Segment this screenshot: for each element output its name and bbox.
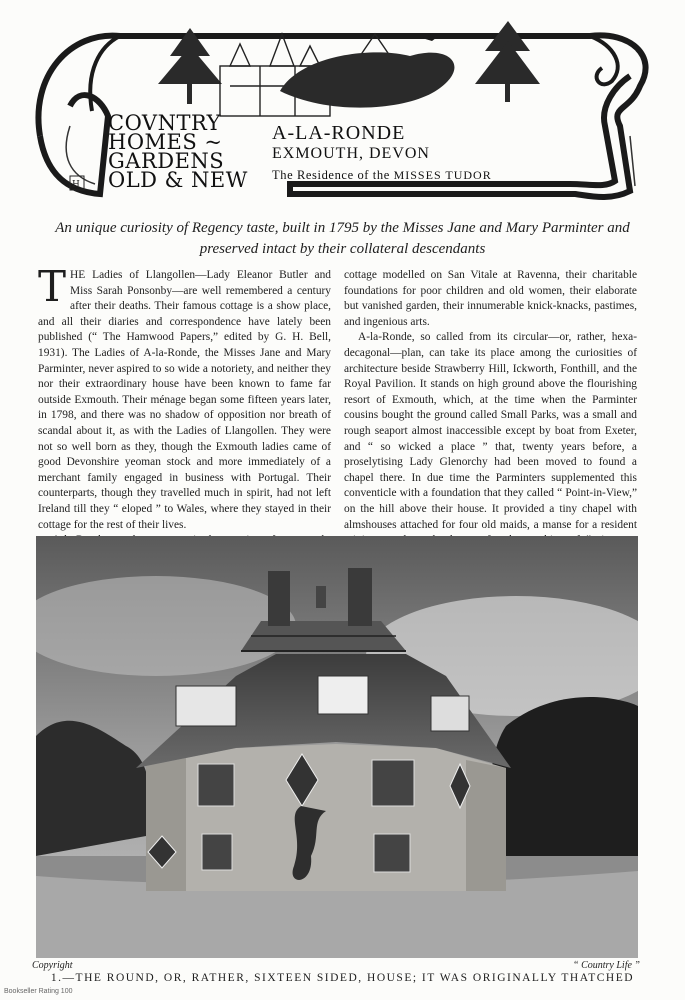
series-line: OLD & NEW	[108, 168, 248, 192]
paragraph: cottage modelled on San Vitale at Ravenna, their charitable foundations for poor children and old women, their elaborate but vanished garden, their innumerable knick-knacks, pastimes, and ingenious arts.	[344, 269, 637, 328]
seller-watermark: Bookseller Rating 100	[4, 988, 73, 995]
photo-caption: 1.—THE ROUND, OR, RATHER, SIXTEEN SIDED, HOUSE; IT WAS ORIGINALLY THATCHED	[50, 972, 635, 984]
article-residence	[272, 168, 492, 183]
series-line: GARDENS	[108, 149, 225, 173]
residence-name: MISSES TUDOR	[393, 168, 492, 182]
article-title: A-LA-RONDE	[272, 122, 406, 144]
series-line: HOMES ~	[108, 130, 223, 154]
drop-cap: T	[38, 262, 67, 311]
article-location: EXMOUTH, DEVON	[272, 145, 430, 162]
svg-text:H: H	[72, 180, 80, 190]
photo-credit-copyright: Copyright	[32, 960, 73, 971]
paragraph-text: HE Ladies of Llangollen—Lady Eleanor Butler and Miss Sarah Ponsonby—are well remembered a century after their deaths. Their famous cottage is a show place, and all their diaries and correspondence have lately been published (“ The Hamwood Papers,” edited by G. H. Bell, 1931). The Ladies of A-la-Ronde, the Misses Jane and Mary Parminter, never aspired to so wide a notoriety, and neither they nor their extraordinary house have been known to fame far outside Exmouth. Their ménage began some fifteen years later, in 1798, and there was no shadow of opposition nor breath of scandal about it, as with the Ladies of Llangollen. They were not so well born as they, though the Exmouth ladies came of good Devonshire yeoman stock and more immediately of a merchant family engaged in business with Portugal. Their counterparts, though they travelled much in spirit, had not left Ireland till they “ eloped ” to Wales, where they stayed in their cottage for the rest of their lives.	[38, 269, 331, 531]
photo-credit-publication: “ Country Life ”	[573, 960, 640, 971]
photo-artwork	[36, 536, 638, 958]
paragraph: A-la-Ronde, so called from its circular—or, rather, hexa-decagonal—plan, can take its place among the curiosities of architecture beside Strawberry Hill, Ickworth, Fonthill, and the Royal Pavilion. It stands on high ground above the flourishing resort of Exmouth, which, at the time when the Parminter cousins bought the ground called Small Parks, was a small and rough seaport almost inaccessible except by boat from Exeter, and “ so wicked a place ” that, twenty years before, a proselytising Lady Glenorchy had been moved to found a chapel there. In due time the Parminters supplemented this conventicle with a foundation that they called “ Point-in-View,” on the hill above their house. It provided a tiny chapel with almshouses attached for four old maids, a manse for a resident	[344, 331, 637, 531]
house-photograph	[36, 536, 638, 958]
residence-prefix: The Residence of the	[272, 168, 390, 182]
paragraph	[38, 262, 331, 533]
series-line: COVNTRY	[108, 111, 221, 135]
series-title	[108, 111, 258, 192]
standfirst: An unique curiosity of Regency taste, built in 1795 by the Misses Jane and Mary Parminter and preserved intact by their collateral descendants	[55, 220, 630, 257]
